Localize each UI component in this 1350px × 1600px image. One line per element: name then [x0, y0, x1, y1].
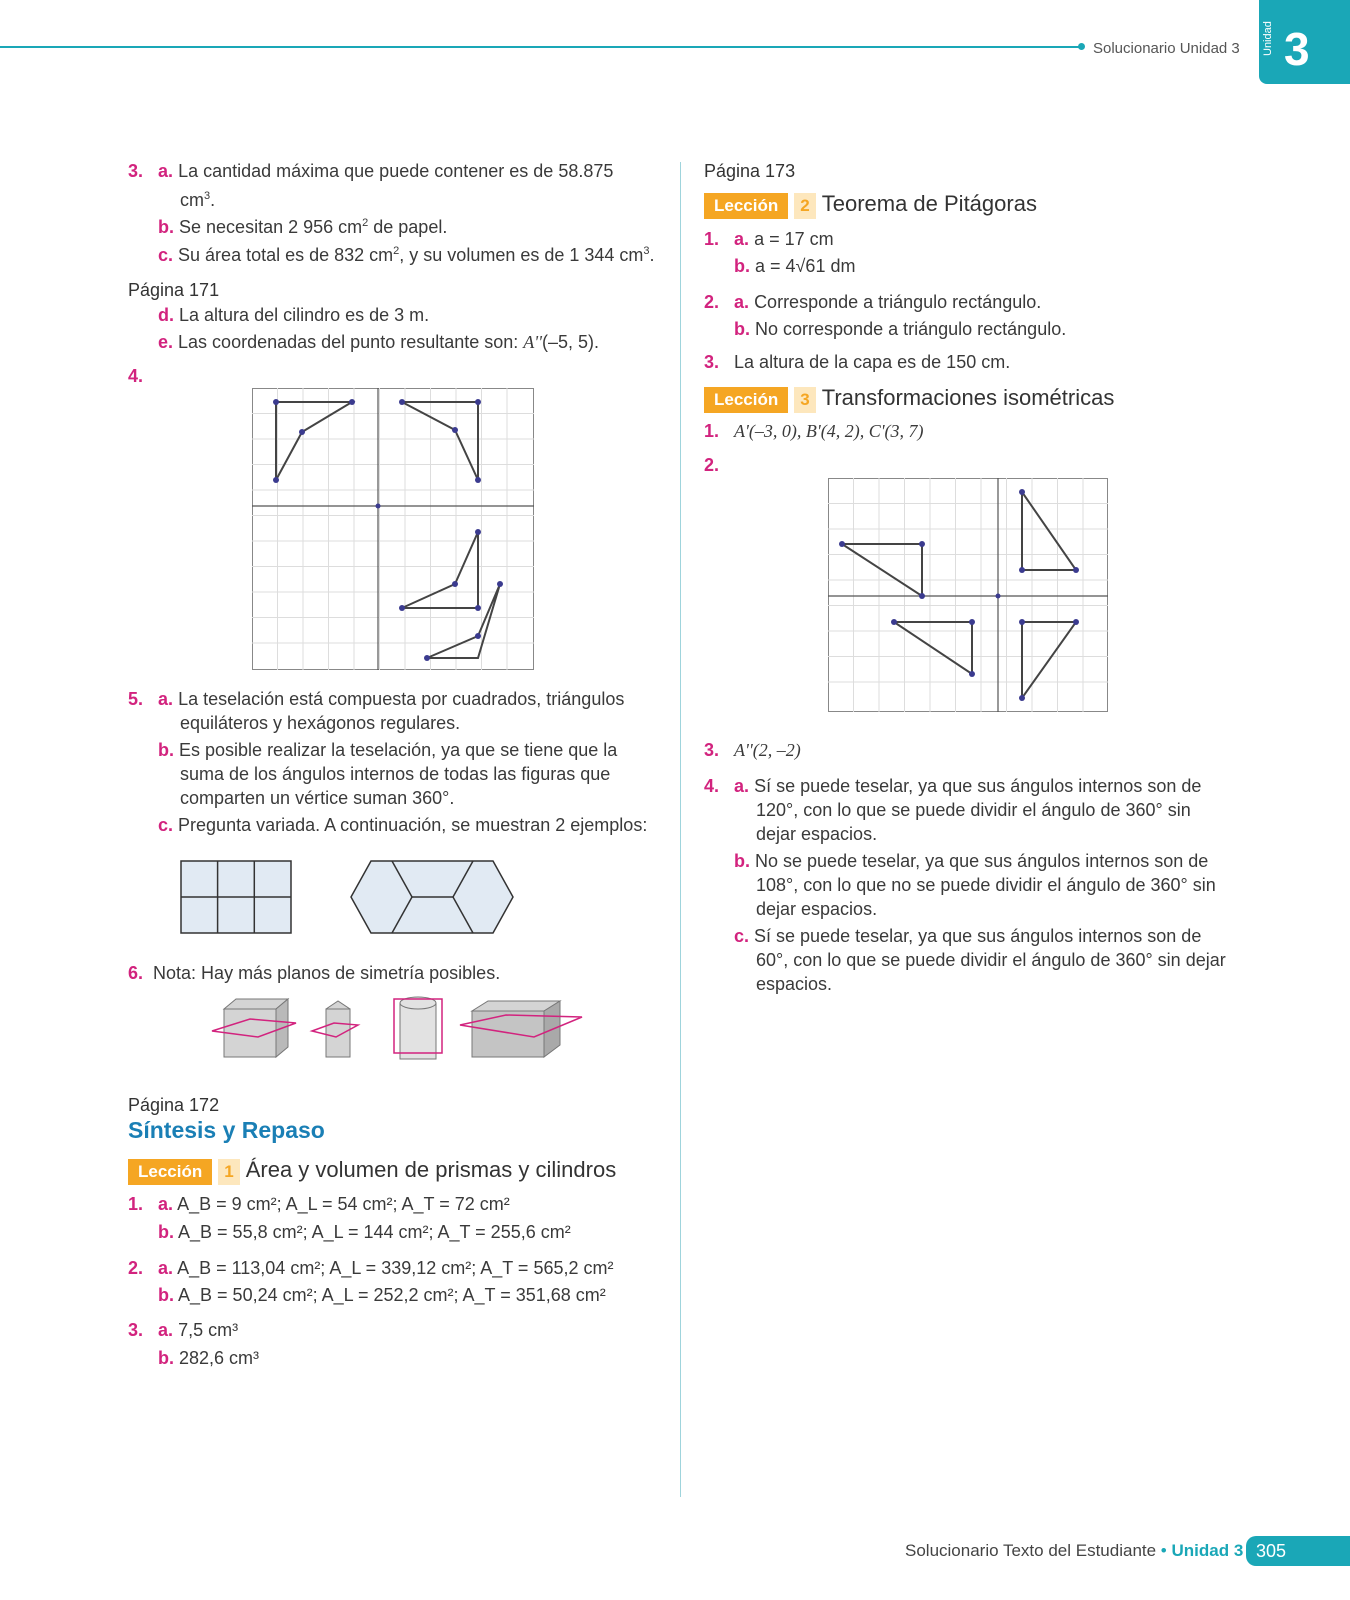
question-t2-number: 2.: [704, 455, 720, 475]
header-dot: [1078, 43, 1085, 50]
page-number: 305: [1246, 1536, 1350, 1566]
q3d: d. La altura del cilindro es de 3 m.: [158, 305, 430, 325]
leccion-2-header: Lección 2 Teorema de Pitágoras: [704, 192, 1037, 219]
q5b-cont1: suma de los ángulos internos de todas las figuras que: [180, 764, 611, 784]
symmetry-planes-figures: [210, 995, 590, 1063]
r1b: b. A_B = 55,8 cm²; A_L = 144 cm²; A_T = 255,6 cm²: [158, 1222, 571, 1242]
q3c: c. Su área total es de 832 $cm^2$, y su volumen es de 1 344 $cm^3$.: [158, 245, 655, 265]
r1a: 1. a. A_B = 9 cm²; A_L = 54 cm²; A_T = 72 cm²: [128, 1194, 510, 1214]
t4b-cont1: 108°, con lo que no se puede dividir el ángulo de 360° sin: [756, 875, 1216, 895]
header-rule: [0, 46, 1082, 48]
unit-label: Unidad: [1262, 21, 1274, 56]
t4b-cont2: dejar espacios.: [756, 899, 878, 919]
t4c-cont2: espacios.: [756, 974, 833, 994]
q4-coordinate-grid: [252, 388, 534, 670]
s1a: 1. a. a = 17 cm: [704, 229, 834, 249]
t4c-cont1: 60°, con lo que se puede dividir el ángulo de 360° sin dejar: [756, 950, 1226, 970]
question-5: 5. a. La teselación está compuesta por cuadrados, triángulos: [128, 689, 625, 709]
t4a-cont1: 120°, con lo que se puede dividir el ángulo de 360° sin: [756, 800, 1191, 820]
t4b: b. No se puede teselar, ya que sus ángulos internos son de: [734, 851, 1209, 871]
q5b-cont2: comparten un vértice suman 360°.: [180, 788, 455, 808]
page-172-label: Página 172: [128, 1095, 220, 1115]
question-3: 3. a. La cantidad máxima que puede contener es de 58.875: [128, 161, 614, 181]
leccion-3-header: Lección 3 Transformaciones isométricas: [704, 386, 1114, 413]
header-title: Solucionario Unidad 3: [1093, 40, 1240, 57]
s1b: b. a = 4√61 dm: [734, 256, 856, 276]
t1: 1. A'(–3, 0), B'(4, 2), C'(3, 7): [704, 421, 924, 441]
page-173-label: Página 173: [704, 161, 796, 181]
t4a-cont2: dejar espacios.: [756, 824, 878, 844]
question-6: 6. Nota: Hay más planos de simetría posibles.: [128, 963, 501, 983]
q5c: c. Pregunta variada. A continuación, se muestran 2 ejemplos:: [158, 815, 648, 835]
sintesis-heading: Síntesis y Repaso: [128, 1117, 325, 1143]
q3b: b. Se necesitan 2 956 $cm^2$ de papel.: [158, 217, 448, 237]
r2a: 2. a. A_B = 113,04 cm²; A_L = 339,12 cm²; A_T = 565,2 cm²: [128, 1258, 614, 1278]
s2b: b. No corresponde a triángulo rectángulo.: [734, 319, 1067, 339]
question-4-number: 4.: [128, 366, 144, 386]
q3a-cont: $cm^3$.: [180, 190, 216, 210]
r2b: b. A_B = 50,24 cm²; A_L = 252,2 cm²; A_T = 351,68 cm²: [158, 1285, 606, 1305]
q5a-cont: equiláteros y hexágonos regulares.: [180, 713, 461, 733]
r3b: b. 282,6 cm³: [158, 1348, 260, 1368]
square-tessellation: [180, 860, 292, 934]
t3: 3. A''(2, –2): [704, 740, 801, 760]
column-divider: [680, 162, 681, 1497]
r3a: 3. a. 7,5 cm³: [128, 1320, 239, 1340]
q5b: b. Es posible realizar la teselación, ya que se tiene que la: [158, 740, 618, 760]
hexagon-tessellation: [350, 860, 514, 934]
footer-text: Solucionario Texto del Estudiante • Unidad 3: [905, 1541, 1244, 1560]
page-171-label: Página 171: [128, 280, 220, 300]
unit-number: 3: [1284, 23, 1310, 75]
s2a: 2. a. Corresponde a triángulo rectángulo.: [704, 292, 1042, 312]
t4a: 4. a. Sí se puede teselar, ya que sus ángulos internos son de: [704, 776, 1202, 796]
t2-coordinate-grid: [828, 478, 1108, 712]
t4c: c. Sí se puede teselar, ya que sus ángulos internos son de: [734, 926, 1202, 946]
leccion-1-header: Lección 1 Área y volumen de prismas y cilindros: [128, 1158, 616, 1185]
s3: 3. La altura de la capa es de 150 cm.: [704, 352, 1011, 372]
q3e: e. Las coordenadas del punto resultante son: A''(–5, 5).: [158, 332, 600, 352]
